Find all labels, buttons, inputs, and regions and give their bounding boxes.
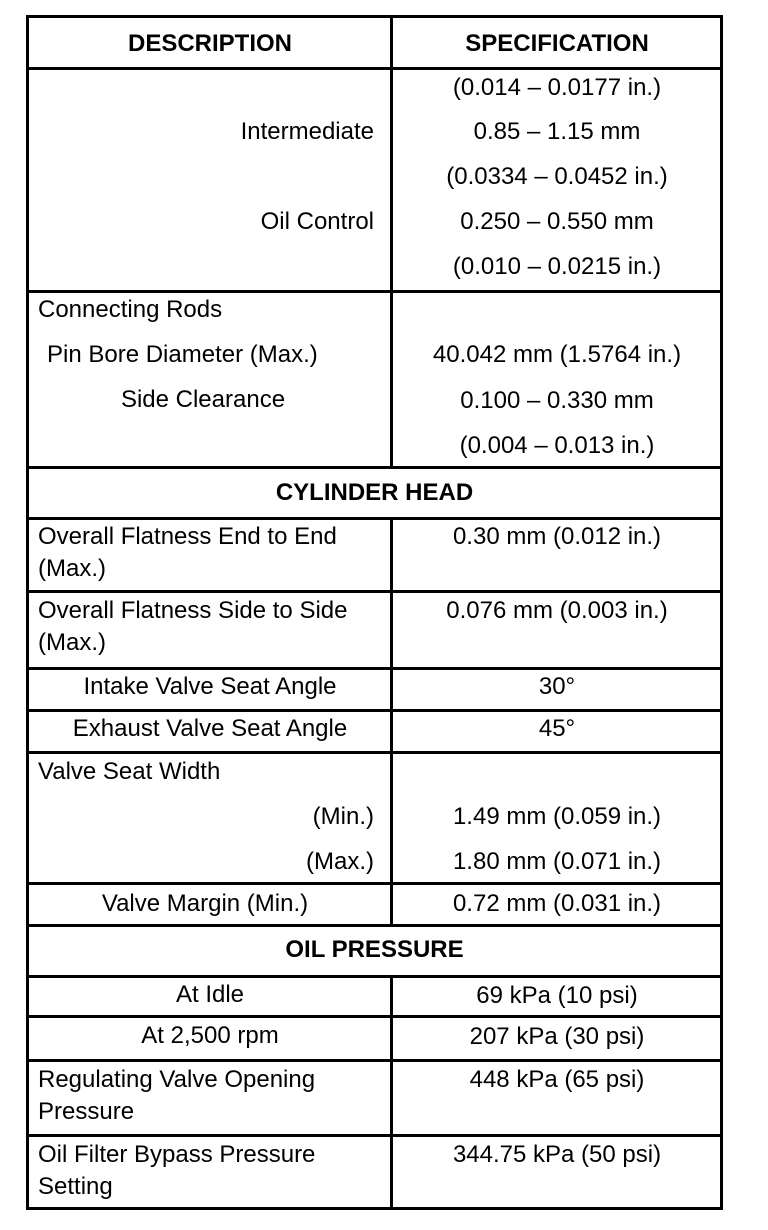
oil-control-inch: (0.010 – 0.0215 in.) <box>452 253 662 280</box>
intermediate-inch: (0.0334 – 0.0452 in.) <box>446 163 668 190</box>
ring-top-inch: (0.014 – 0.0177 in.) <box>452 74 662 101</box>
exhaust-angle-label: Exhaust Valve Seat Angle <box>72 715 348 742</box>
valve-margin-value: 0.72 mm (0.031 in.) <box>452 890 662 917</box>
intake-angle-value: 30° <box>538 673 576 700</box>
oil-pressure-section: OIL PRESSURE <box>285 936 464 963</box>
seat-min-value: 1.49 mm (0.059 in.) <box>452 803 662 830</box>
seat-max-label: (Max.) <box>306 848 374 875</box>
regulating-valve-value: 448 kPa (65 psi) <box>469 1066 645 1093</box>
seat-max-value: 1.80 mm (0.071 in.) <box>452 848 662 875</box>
row-divider <box>29 67 720 70</box>
row-divider <box>29 590 720 593</box>
flatness-end-label: Overall Flatness End to End (Max.) <box>38 523 337 582</box>
row-divider <box>29 709 720 712</box>
header-description: DESCRIPTION <box>127 30 292 57</box>
bypass-pressure-value: 344.75 kPa (50 psi) <box>452 1141 662 1168</box>
at-rpm-value: 207 kPa (30 psi) <box>469 1023 645 1050</box>
intermediate-mm: 0.85 – 1.15 mm <box>473 118 641 145</box>
header-specification: SPECIFICATION <box>465 30 649 57</box>
oil-control-mm: 0.250 – 0.550 mm <box>460 208 654 235</box>
at-idle-label: At Idle <box>175 981 245 1008</box>
intake-angle-label: Intake Valve Seat Angle <box>83 673 337 700</box>
row-divider <box>29 751 720 754</box>
oil-control-label: Oil Control <box>260 208 374 235</box>
row-divider <box>29 517 720 520</box>
row-divider <box>29 924 720 927</box>
at-idle-value: 69 kPa (10 psi) <box>476 982 638 1009</box>
valve-margin-label: Valve Margin (Min.) <box>101 890 309 917</box>
connecting-rods-title: Connecting Rods <box>38 296 223 323</box>
row-divider <box>29 882 720 885</box>
intermediate-label: Intermediate <box>240 118 374 145</box>
row-divider <box>29 290 720 293</box>
row-divider <box>29 1059 720 1062</box>
specification-table <box>26 15 723 1210</box>
row-divider <box>29 466 720 469</box>
side-clearance-mm: 0.100 – 0.330 mm <box>460 387 654 414</box>
row-divider <box>29 975 720 978</box>
side-clearance-inch: (0.004 – 0.013 in.) <box>459 432 655 459</box>
flatness-end-value: 0.30 mm (0.012 in.) <box>452 523 662 550</box>
row-divider <box>29 1134 720 1137</box>
row-divider <box>29 1015 720 1018</box>
row-divider <box>29 667 720 670</box>
seat-min-label: (Min.) <box>312 803 374 830</box>
flatness-side-value: 0.076 mm (0.003 in.) <box>446 597 668 624</box>
exhaust-angle-value: 45° <box>538 715 576 742</box>
cylinder-head-section: CYLINDER HEAD <box>275 479 474 506</box>
regulating-valve-label: Regulating Valve Opening Pressure <box>38 1066 316 1125</box>
flatness-side-label: Overall Flatness Side to Side (Max.) <box>38 597 348 656</box>
at-rpm-label: At 2,500 rpm <box>141 1022 279 1049</box>
seat-width-label: Valve Seat Width <box>38 758 221 785</box>
pin-bore-value: 40.042 mm (1.5764 in.) <box>432 341 682 368</box>
side-clearance-label: Side Clearance <box>120 386 286 413</box>
pin-bore-label: Pin Bore Diameter (Max.) <box>47 341 318 368</box>
bypass-pressure-label: Oil Filter Bypass Pressure Setting <box>38 1141 316 1200</box>
